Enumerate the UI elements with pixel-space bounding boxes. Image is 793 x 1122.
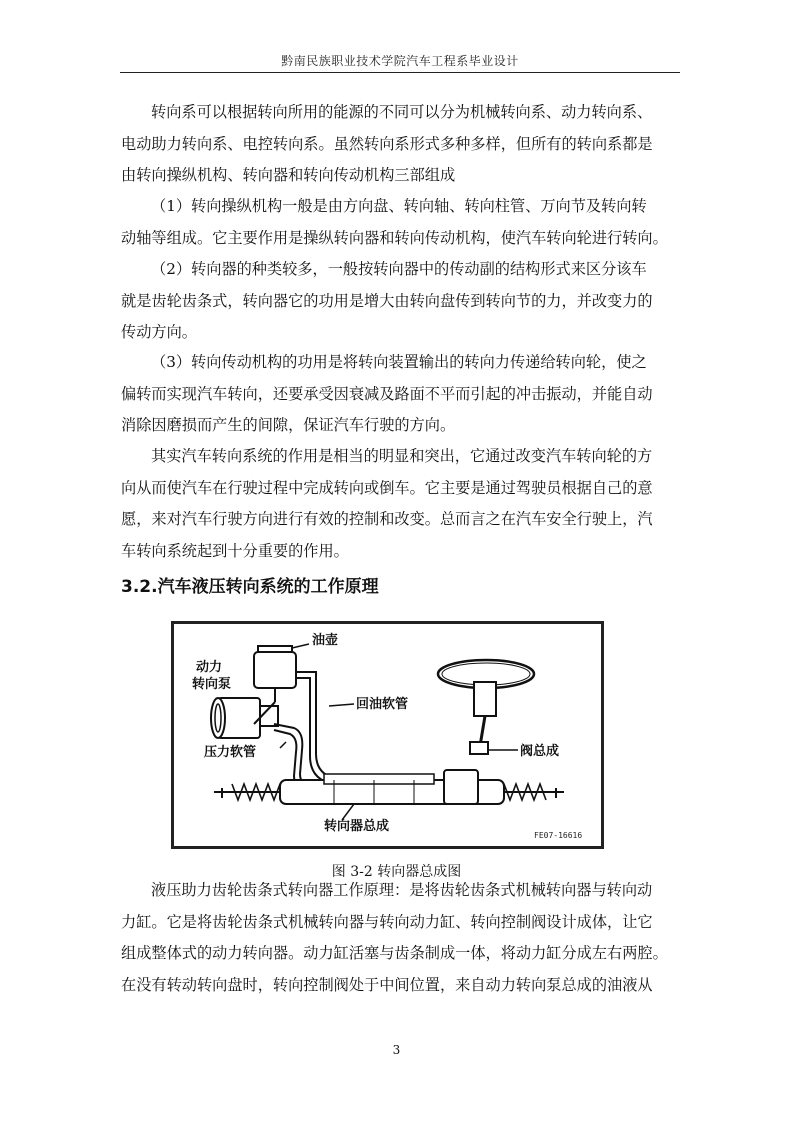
text-line: 消除因磨损而产生的间隙，保证汽车行驶的方向。 — [121, 416, 456, 434]
text-line: （2）转向器的种类较多，一般按转向器中的传动副的结构形式来区分该车 — [151, 260, 647, 278]
paragraph-5 — [121, 441, 681, 567]
oil-reservoir-shape — [254, 646, 296, 702]
label-valve-assembly: 阀总成 — [520, 744, 560, 759]
running-header: 黔南民族职业技术学院汽车工程系毕业设计 — [281, 54, 519, 68]
text-line: （1）转向操纵机构一般是由方向盘、转向轴、转向柱管、万向节及转向转 — [151, 197, 647, 215]
text-line: （3）转向传动机构的功用是将转向装置输出的转向力传递给转向轮，使之 — [151, 353, 647, 371]
steering-pump-shape — [211, 698, 278, 738]
paragraph-1 — [121, 97, 681, 192]
text-line: 传动方向。 — [121, 323, 197, 341]
section-heading: 3.2.汽车液压转向系统的工作原理 — [121, 577, 379, 597]
label-pressure-hose: 压力软管 — [204, 745, 257, 760]
page-number: 3 — [392, 1043, 401, 1057]
text-line: 由转向操纵机构、转向器和转向传动机构三部组成 — [121, 166, 456, 184]
steering-rack-shape — [214, 770, 564, 804]
text-line: 组成整体式的动力转向器。动力缸活塞与齿条制成一体，将动力缸分成左右两腔。 — [121, 944, 668, 962]
text-line: 就是齿轮齿条式，转向器它的功用是增大由转向盘传到转向节的力，并改变力的 — [121, 291, 653, 310]
label-return-hose: 回油软管 — [356, 697, 409, 712]
steering-diagram — [171, 621, 604, 849]
paragraph-2 — [121, 191, 681, 254]
label-oil-pot: 油壶 — [312, 633, 339, 648]
header-rule — [120, 72, 680, 73]
return-hose-shape — [296, 672, 454, 791]
text-line: 液压助力齿轮齿条式转向器工作原理：是将齿轮齿条式机械转向器与转向动 — [151, 881, 653, 899]
paragraph-4 — [121, 347, 681, 442]
figure-caption: 图 3-2 转向器总成图 — [331, 864, 462, 880]
text-line: 力缸。它是将齿轮齿条式机械转向器与转向动力缸、转向控制阀设计成体，让它 — [121, 912, 653, 931]
paragraph-6 — [121, 875, 681, 1001]
text-line: 向从而使汽车在行驶过程中完成转向或倒车。它主要是通过驾驶员根据自己的意 — [121, 478, 653, 497]
text-line: 车转向系统起到十分重要的作用。 — [121, 541, 349, 560]
figure-code: FE07-16616 — [534, 831, 583, 840]
text-line: 在没有转动转向盘时，转向控制阀处于中间位置，来自动力转向泵总成的油液从 — [121, 975, 653, 994]
text-line: 电动助力转向系、电控转向系。虽然转向系形式多种多样，但所有的转向系都是 — [121, 134, 653, 153]
text-line: 偏转而实现汽车转向，还要承受因衰减及路面不平而引起的冲击振动，并能自动 — [121, 384, 653, 403]
text-line: 转向系可以根据转向所用的能源的不同可以分为机械转向系、动力转向系、 — [151, 103, 653, 121]
label-pump-line1: 动力 — [196, 660, 223, 675]
label-pump-line2: 转向泵 — [192, 677, 232, 692]
label-steering-gear-assembly: 转向器总成 — [324, 819, 390, 834]
steering-wheel-shape — [438, 660, 534, 754]
text-line: 其实汽车转向系统的作用是相当的明显和突出，它通过改变汽车转向轮的方 — [151, 447, 653, 465]
text-line: 动轴等组成。它主要作用是操纵转向器和转向传动机构，使汽车转向轮进行转向。 — [121, 228, 668, 247]
paragraph-3 — [121, 254, 681, 349]
steering-diagram-drawing — [174, 624, 601, 846]
text-line: 愿，来对汽车行驶方向进行有效的控制和改变。总而言之在汽车安全行驶上，汽 — [121, 510, 653, 528]
